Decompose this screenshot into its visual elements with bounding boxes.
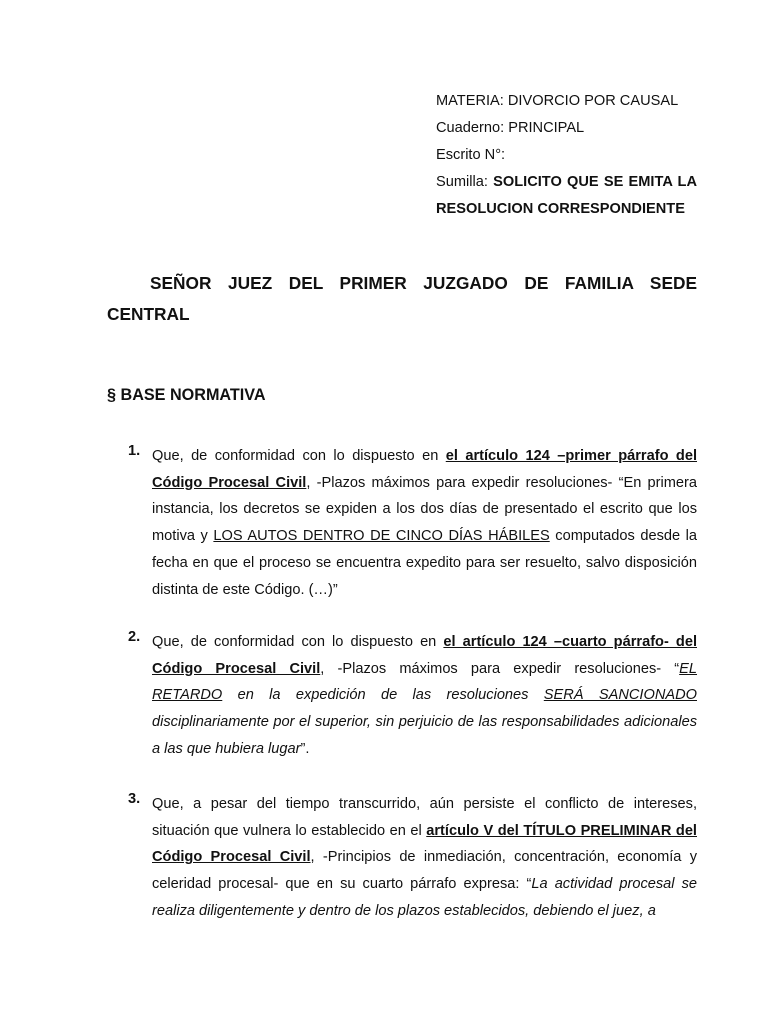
article-reference: el artículo 124 –primer párrafo del Código Procesal Civil [152,448,698,491]
section-title: § BASE NORMATIVA [107,386,266,404]
emphasis-underline: EL RETARDO [152,660,698,704]
list-item [107,791,697,925]
item-number: 1. [128,443,141,459]
emphasis-underline: LOS AUTOS DENTRO DE CINCO DÍAS HÁBILES [213,528,550,545]
list-item [107,443,697,603]
item-number: 3. [128,791,141,807]
materia-line: MATERIA: DIVORCIO POR CAUSAL [436,93,679,109]
item-text: Que, de conformidad con lo dispuesto en el artículo 124 –primer párrafo del Código Procesal Civil, -Plazos máximos para expedir resoluciones- “En primera instancia, los decretos se expiden a los dos días de presentado el escrito que los motiva y LOS AUTOS DENTRO DE CINCO DÍAS HÁBILES computados desde la fecha en que el proceso se encuentra expedito para ser resuelto, salvo disposición distinta de este Código. (…)” [152,448,698,598]
addressee-heading: SEÑOR JUEZ DEL PRIMER JUZGADO DE FAMILIA SEDE CENTRAL [107,273,697,324]
item-number: 2. [128,629,141,645]
item-text: Que, de conformidad con lo dispuesto en el artículo 124 –cuarto párrafo- del Código Procesal Civil, -Plazos máximos para expedir resoluciones- “EL RETARDO en la expedición de las resoluciones SERÁ SANCIONADO disciplinariamente por el superior, sin perjuicio de las responsabilidades adicionales a las que hubiera lugar”. [152,634,698,757]
case-header [436,88,697,223]
escrito-line: Escrito N°: [436,147,506,163]
article-reference: el artículo 124 –cuarto párrafo- del Código Procesal Civil [152,634,697,677]
sumilla-text: SOLICITO QUE SE EMITA LA RESOLUCION CORRESPONDIENTE [436,174,697,217]
article-reference: artículo V del TÍTULO PRELIMINAR del Código Procesal Civil [152,822,697,866]
sumilla-label: Sumilla: [436,174,488,190]
item-text: Que, a pesar del tiempo transcurrido, aún persiste el conflicto de intereses, situación que vulnera lo establecido en el artículo V del TÍTULO PRELIMINAR del Código Procesal Civil, -Principios de inmediación, concentración, economía y celeridad procesal- que en su cuarto párrafo expresa: “La actividad procesal se realiza diligentemente y dentro de los plazos establecidos, debiendo el juez, a [152,796,697,919]
list-item [107,629,697,763]
quoted-text: La actividad procesal se realiza diligentemente y dentro de los plazos establecidos, debiendo el juez, a [152,876,697,919]
emphasis-underline: SERÁ SANCIONADO [543,687,697,704]
cuaderno-line: Cuaderno: PRINCIPAL [436,120,585,136]
sumilla-line [436,169,697,223]
